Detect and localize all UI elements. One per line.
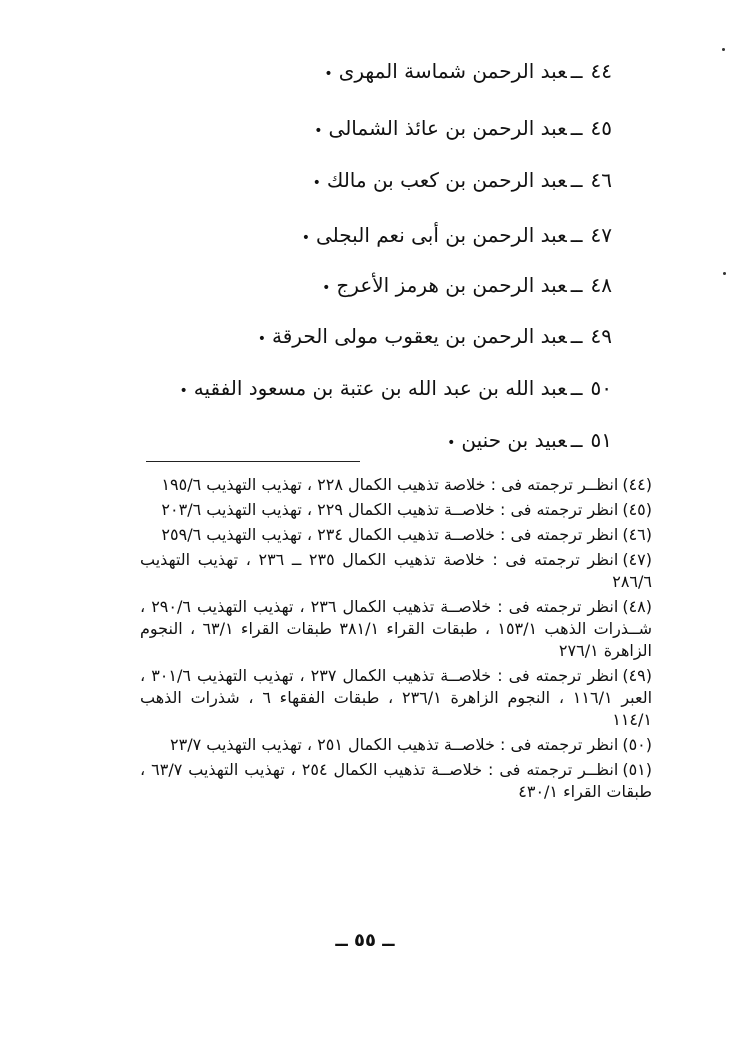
footnote-text: انظر ترجمته فى : خلاصــة تذهيب الكمال ٢٣٤ ، تهذيب التهذيب ٢٥٩/٦ (161, 525, 619, 544)
footnote (140, 549, 652, 593)
footnote (140, 759, 652, 803)
bullet-dot: • (322, 280, 331, 296)
bullet-dot: • (179, 383, 188, 399)
footnotes (140, 474, 652, 806)
scan-speck (723, 272, 726, 275)
entry-number: ٥٠ (590, 376, 612, 400)
entry-dash: ــ (570, 59, 583, 83)
footnote-text: انظر ترجمته فى : خلاصــة تذهيب الكمال ٢٥١ ، تهذيب التهذيب ٢٣/٧ (170, 735, 619, 754)
footnote (140, 474, 652, 496)
entry-number: ٤٦ (590, 168, 612, 192)
entry-number: ٥١ (590, 428, 612, 452)
biography-entry-51 (447, 427, 612, 456)
entry-name: عبد الرحمن بن عائذ الشمالى (328, 116, 567, 140)
entry-dash: ــ (570, 376, 583, 400)
biography-entry-44 (324, 58, 612, 87)
entry-dash: ــ (570, 273, 583, 297)
entry-number: ٤٤ (590, 59, 612, 83)
scan-speck (722, 48, 725, 51)
footnote (140, 734, 652, 756)
bullet-dot: • (447, 435, 456, 451)
entry-number: ٤٧ (590, 223, 612, 247)
entry-dash: ــ (570, 428, 583, 452)
footnote (140, 596, 652, 662)
entry-name: عبد الرحمن بن أبى نعم البجلى (315, 223, 567, 247)
footnote-ref: (٤٧) (622, 550, 653, 569)
footnote-text: انظر ترجمته فى : خلاصــة تذهيب الكمال ٢٢٩ ، تهذيب التهذيب ٢٠٣/٦ (161, 500, 619, 519)
biography-entry-47 (302, 222, 612, 251)
footnote-ref: (٥١) (622, 760, 653, 779)
bullet-dot: • (312, 175, 321, 191)
entry-number: ٤٥ (590, 116, 612, 140)
footnote-text: انظــر ترجمته فى : خلاصــة تذهيب الكمال ٢٥٤ ، تهذيب التهذيب ٦٣/٧ ، طبقات القراء ٤٣٠/١ (140, 760, 652, 801)
bullet-dot: • (324, 66, 333, 82)
biography-entry-45 (314, 115, 612, 144)
entry-name: عبد الرحمن بن يعقوب مولى الحرقة (272, 324, 567, 348)
footnote-separator (146, 461, 360, 462)
biography-entry-49 (258, 323, 612, 352)
entry-number: ٤٨ (590, 273, 612, 297)
footnote-text: انظر ترجمته فى : خلاصة تذهيب الكمال ٢٣٥ ــ ٢٣٦ ، تهذيب التهذيب ٢٨٦/٦ (140, 550, 652, 591)
footnote-text: انظر ترجمته فى : خلاصــة تذهيب الكمال ٢٣٦ ، تهذيب التهذيب ٢٩٠/٦ ، شــذرات الذهب ١٥٣/١ ، طبقات القراء ٣٨١/١ طبقات القراء ٦٣/١ ، النجوم الزاهرة ٢٧٦/١ (140, 597, 653, 660)
bullet-dot: • (301, 230, 310, 246)
footnote (140, 499, 652, 521)
biography-entry-46 (313, 167, 612, 196)
footnote-ref: (٥٠) (622, 735, 652, 754)
footnote-ref: (٤٨) (622, 597, 652, 616)
footnote-text: انظر ترجمته فى : خلاصــة تذهيب الكمال ٢٣٧ ، تهذيب التهذيب ٣٠١/٦ ، العبر ١١٦/١ ، النجوم الزاهرة ٢٣٦/١ ، طبقات الفقهاء ٦ ، شذرات الذهب ١١٤/١ (140, 666, 653, 729)
entry-name: عبد الرحمن شماسة المهرى (338, 59, 567, 83)
entry-number: ٤٩ (590, 324, 612, 348)
entry-dash: ــ (570, 116, 583, 140)
footnote-ref: (٤٩) (622, 666, 652, 685)
biography-entry-48 (322, 272, 612, 301)
entry-name: عبد الرحمن بن كعب بن مالك (326, 168, 567, 192)
entry-name: عبد الله بن عبد الله بن عتبة بن مسعود الفقيه (193, 376, 567, 400)
footnote (140, 665, 652, 731)
footnote-text: انظــر ترجمته فى : خلاصة تذهيب الكمال ٢٢٨ ، تهذيب التهذيب ١٩٥/٦ (161, 475, 619, 494)
bullet-dot: • (314, 123, 323, 139)
entry-dash: ــ (570, 223, 583, 247)
bullet-dot: • (257, 331, 267, 347)
biography-entry-50 (179, 375, 612, 404)
page-number: ــ ٥٥ ــ (335, 930, 395, 951)
footnote-ref: (٤٦) (622, 525, 652, 544)
footnote (140, 524, 652, 546)
entry-dash: ــ (570, 324, 583, 348)
entry-name: عبد الرحمن بن هرمز الأعرج (336, 273, 567, 297)
footnote-ref: (٤٤) (622, 475, 652, 494)
footnote-ref: (٤٥) (622, 500, 652, 519)
entry-name: عبيد بن حنين (461, 428, 567, 452)
entry-dash: ــ (570, 168, 583, 192)
